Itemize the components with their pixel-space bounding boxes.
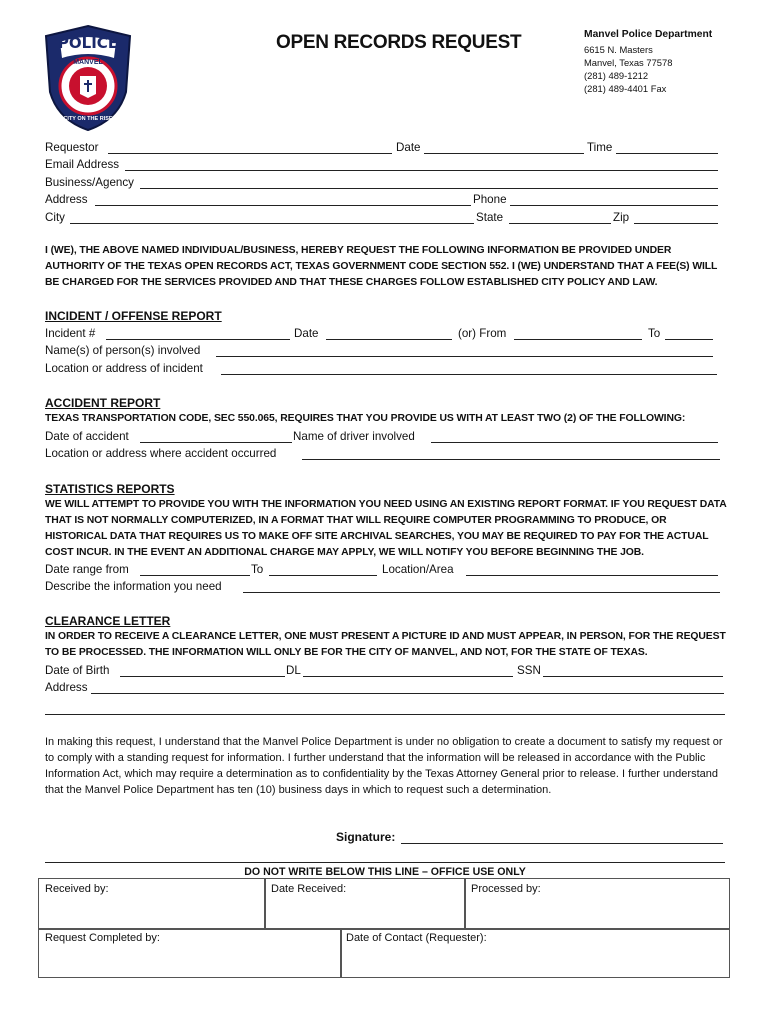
incident-from-field[interactable]	[514, 339, 642, 340]
department-street: 6615 N. Masters	[584, 44, 653, 55]
describe-info-label: Describe the information you need	[45, 580, 222, 593]
office-use-divider	[45, 862, 725, 863]
location-area-label: Location/Area	[382, 563, 454, 576]
clearance-address-field[interactable]	[91, 693, 724, 694]
date-range-from-field[interactable]	[140, 575, 250, 576]
address-label: Address	[45, 193, 88, 206]
processed-by-label: Processed by:	[471, 883, 541, 895]
signature-label: Signature:	[336, 830, 396, 844]
state-label: State	[476, 211, 504, 224]
incident-location-field[interactable]	[221, 374, 717, 375]
logo-text-police: POLICE	[57, 34, 119, 52]
persons-involved-field[interactable]	[216, 356, 713, 357]
incident-location-label: Location or address of incident	[45, 362, 203, 375]
requestor-label: Requestor	[45, 141, 99, 154]
logo-text-manvel: MANVEL	[73, 59, 103, 66]
incident-number-label: Incident #	[45, 327, 96, 340]
page-title: OPEN RECORDS REQUEST	[276, 32, 522, 53]
ssn-field[interactable]	[543, 676, 723, 677]
driver-name-label: Name of driver involved	[293, 430, 415, 443]
dob-label: Date of Birth	[45, 664, 110, 677]
request-time-field[interactable]	[616, 153, 718, 154]
accident-location-field[interactable]	[302, 459, 720, 460]
department-name: Manvel Police Department	[584, 29, 713, 40]
accident-date-field[interactable]	[140, 442, 292, 443]
business-label: Business/Agency	[45, 176, 134, 189]
incident-number-field[interactable]	[106, 339, 290, 340]
authority-statement: I (WE), THE ABOVE NAMED INDIVIDUAL/BUSINESS, HEREBY REQUEST THE FOLLOWING INFORMATION BE PROVIDED UNDER AUTHORITY OF THE TEXAS OPEN RECORDS ACT, TEXAS GOVERNMENT CODE SECTION 552. I (WE) UNDERSTAND THAT A FEE(S) WILL BE CHARGED FOR THE SERVICES PROVIDED AND THAT THESE CHARGES FOLLOW ESTABLISHED CITY POLICY AND LAW.	[45, 245, 718, 288]
ssn-label: SSN	[517, 664, 541, 677]
office-use-title: DO NOT WRITE BELOW THIS LINE – OFFICE USE ONLY	[244, 866, 526, 878]
accident-date-label: Date of accident	[45, 430, 129, 443]
signature-field[interactable]	[401, 843, 723, 844]
accident-heading: ACCIDENT REPORT	[45, 396, 161, 410]
date-of-contact-label: Date of Contact (Requester):	[346, 932, 487, 944]
department-fax: (281) 489-4401 Fax	[584, 83, 667, 94]
clearance-note: IN ORDER TO RECEIVE A CLEARANCE LETTER, ONE MUST PRESENT A PICTURE ID AND MUST APPEAR, IN PERSON, FOR THE REQUEST TO BE PROCESSED. THE INFORMATION WILL ONLY BE FOR THE CITY OF MANVEL, AND NOT, FOR THE STATE OF TEXAS.	[45, 631, 726, 658]
city-field[interactable]	[70, 223, 474, 224]
business-field[interactable]	[140, 188, 718, 189]
date-received-label: Date Received:	[271, 883, 347, 895]
department-contact	[584, 28, 712, 95]
persons-involved-label: Name(s) of person(s) involved	[45, 344, 201, 357]
driver-name-field[interactable]	[431, 442, 718, 443]
describe-info-field[interactable]	[243, 592, 720, 593]
dl-label: DL	[286, 664, 301, 677]
logo-text-motto: CITY ON THE RISE	[63, 116, 113, 122]
accident-location-label: Location or address where accident occurred	[45, 447, 277, 460]
request-completed-label: Request Completed by:	[45, 932, 160, 944]
request-time-label: Time	[587, 141, 613, 154]
accident-note: TEXAS TRANSPORTATION CODE, SEC 550.065, REQUIRES THAT YOU PROVIDE US WITH AT LEAST TWO (2) OF THE FOLLOWING:	[45, 413, 686, 424]
phone-label: Phone	[473, 193, 507, 206]
city-label: City	[45, 211, 65, 224]
incident-date-field[interactable]	[326, 339, 452, 340]
department-phone: (281) 489-1212	[584, 70, 649, 81]
incident-date-label: Date	[294, 327, 319, 340]
request-date-field[interactable]	[424, 153, 584, 154]
section-divider	[45, 714, 725, 715]
date-range-to-field[interactable]	[269, 575, 377, 576]
email-label: Email Address	[45, 158, 120, 171]
statistics-note: WE WILL ATTEMPT TO PROVIDE YOU WITH THE INFORMATION YOU NEED USING AN EXISTING REPORT FORMAT. IF YOU REQUEST DATA THAT IS NOT NORMALLY COMPUTERIZED, IN A FORMAT THAT WILL REQUIRE COMPUTER PROGRAMMING TO PRODUCE, OR HISTORICAL DATA THAT REQUIRES US TO MAKE OFF SITE ARCHIVAL SEARCHES, YOU MAY BE REQUIRED TO PAY FOR THE ACTUAL COST INCUR. IN THE EVENT AN ADDITIONAL CHARGE MAY APPLY, WE WILL NOTIFY YOU BEFORE BEGINNING THE JOB.	[45, 499, 727, 558]
request-date-label: Date	[396, 141, 421, 154]
department-city: Manvel, Texas 77578	[584, 57, 673, 68]
dl-field[interactable]	[303, 676, 513, 677]
police-badge-logo	[40, 22, 136, 134]
location-area-field[interactable]	[466, 575, 718, 576]
clearance-address-label: Address	[45, 681, 88, 694]
disclaimer-paragraph: In making this request, I understand that the Manvel Police Department is under no obligation to create a document to satisfy my request or to comply with a standing request for information. I further understand that the information will be released in accordance with the Public Information Act, which may require a determination as to confidentiality by the Texas Attorney General prior to release. I further understand that the Manvel Police Department has ten (10) business days in which to request such a determination.	[45, 736, 723, 796]
zip-label: Zip	[613, 211, 630, 224]
received-by-label: Received by:	[45, 883, 109, 895]
email-field[interactable]	[125, 170, 718, 171]
incident-to-field[interactable]	[665, 339, 713, 340]
incident-from-label: (or) From	[458, 327, 507, 340]
dob-field[interactable]	[120, 676, 285, 677]
date-range-from-label: Date range from	[45, 563, 129, 576]
statistics-heading: STATISTICS REPORTS	[45, 482, 175, 496]
requestor-field[interactable]	[108, 153, 392, 154]
zip-field[interactable]	[634, 223, 718, 224]
date-range-to-label: To	[251, 563, 264, 576]
clearance-heading: CLEARANCE LETTER	[45, 614, 171, 628]
incident-heading: INCIDENT / OFFENSE REPORT	[45, 309, 222, 323]
incident-to-label: To	[648, 327, 661, 340]
state-field[interactable]	[509, 223, 611, 224]
address-field[interactable]	[95, 205, 471, 206]
phone-field[interactable]	[510, 205, 718, 206]
